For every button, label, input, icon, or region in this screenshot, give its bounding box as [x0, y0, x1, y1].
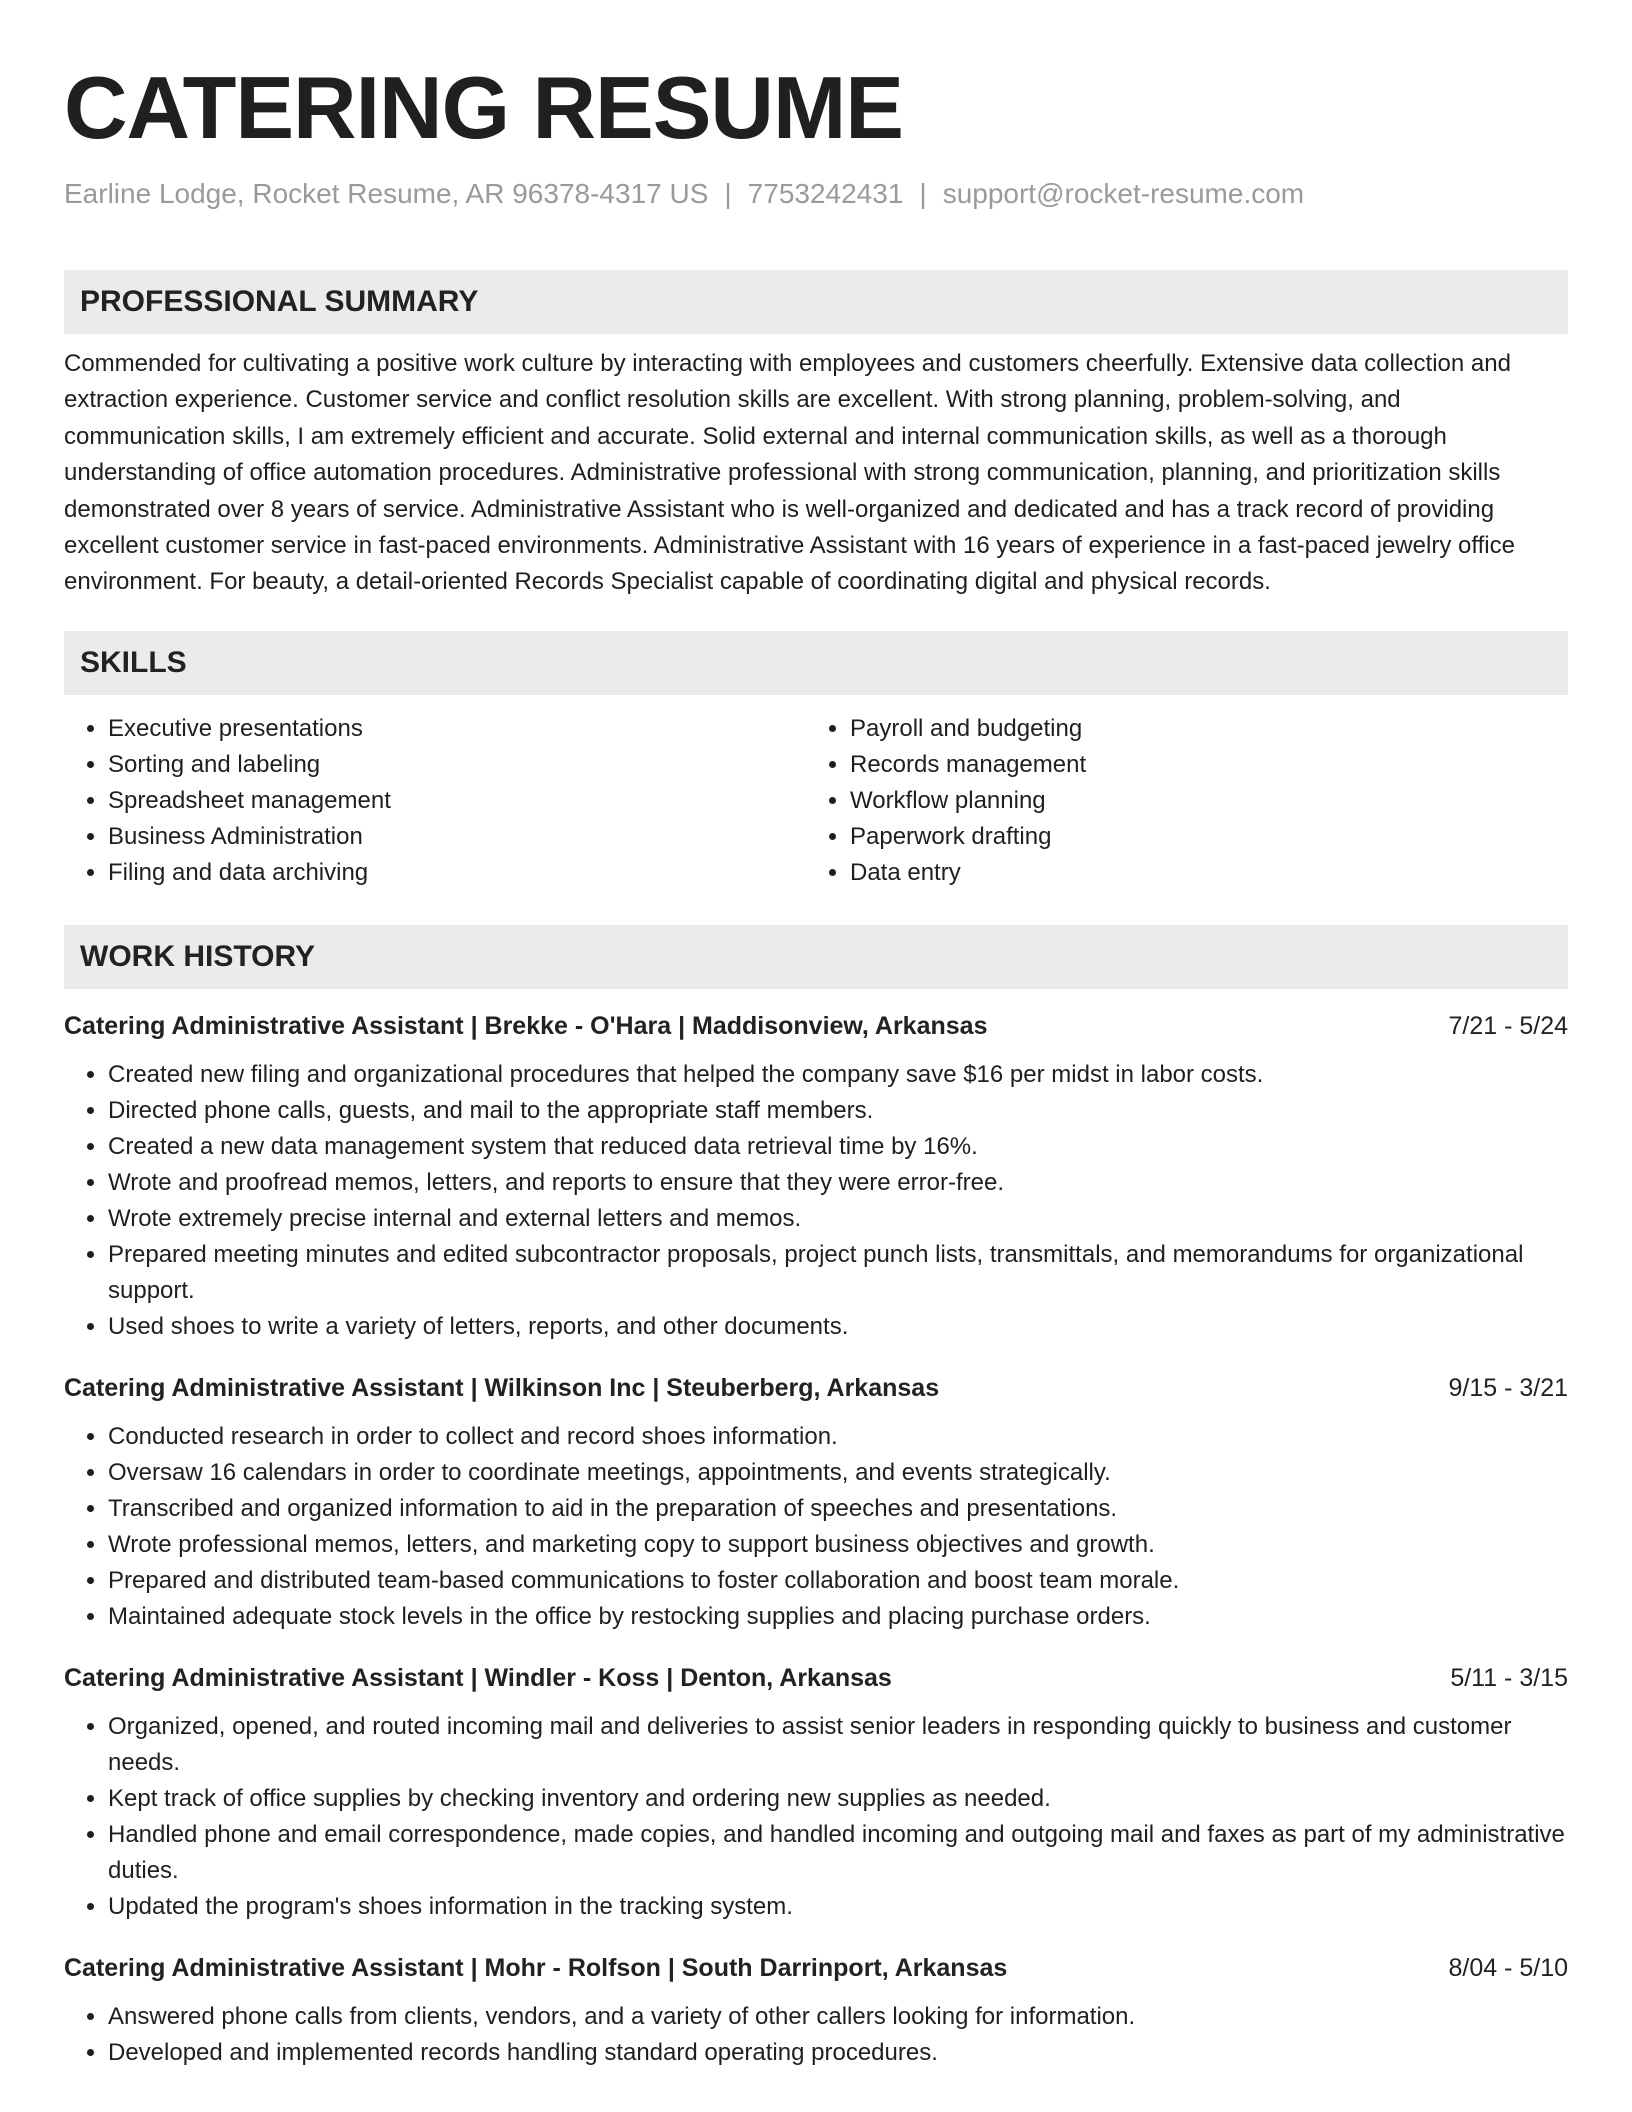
section-header-skills: SKILLS	[64, 631, 1568, 695]
job-bullet: • Oversaw 16 calendars in order to coordinate meetings, appointments, and events strategically.	[108, 1455, 1568, 1491]
job-entry	[64, 1659, 1568, 1925]
contact-email: support@rocket-resume.com	[942, 178, 1305, 209]
job-bullet: • Wrote professional memos, letters, and marketing copy to support business objectives and growth.	[108, 1527, 1568, 1563]
job-bullet: • Organized, opened, and routed incoming mail and deliveries to assist senior leaders in responding quickly to business and customer needs.	[108, 1709, 1568, 1781]
job-bullet: • Kept track of office supplies by checking inventory and ordering new supplies as needed.	[108, 1781, 1568, 1817]
skill-item: • Data entry	[850, 855, 1548, 891]
job-bullet: • Prepared and distributed team-based communications to foster collaboration and boost team morale.	[108, 1563, 1568, 1599]
skill-item: • Records management	[850, 747, 1548, 783]
skill-item: • Executive presentations	[108, 711, 806, 747]
job-entry	[64, 1369, 1568, 1635]
job-bullet: • Handled phone and email correspondence, made copies, and handled incoming and outgoing mail and faxes as part of my administrative duties.	[108, 1817, 1568, 1889]
job-entry	[64, 1007, 1568, 1345]
job-bullet: • Wrote extremely precise internal and external letters and memos.	[108, 1201, 1568, 1237]
job-header	[64, 1369, 1568, 1407]
work-history	[64, 1007, 1568, 2071]
job-bullets	[64, 1057, 1568, 1345]
skill-item: • Business Administration	[108, 819, 806, 855]
job-dates: 7/21 - 5/24	[1448, 1011, 1568, 1040]
job-title: Catering Administrative Assistant | Windler - Koss | Denton, Arkansas	[64, 1663, 892, 1692]
section-header-work-history: WORK HISTORY	[64, 925, 1568, 989]
job-bullet: • Prepared meeting minutes and edited subcontractor proposals, project punch lists, transmittals, and memorandums for organizational support.	[108, 1237, 1568, 1309]
contact-line	[64, 178, 1568, 210]
skill-item: • Payroll and budgeting	[850, 711, 1548, 747]
contact-address: Earline Lodge, Rocket Resume, AR 96378-4317 US	[64, 178, 709, 209]
job-bullet: • Used shoes to write a variety of letters, reports, and other documents.	[108, 1309, 1568, 1345]
job-header	[64, 1949, 1568, 1987]
skill-item: • Filing and data archiving	[108, 855, 806, 891]
contact-phone: 7753242431	[747, 178, 904, 209]
job-header	[64, 1007, 1568, 1045]
section-header-summary: PROFESSIONAL SUMMARY	[64, 270, 1568, 334]
job-header	[64, 1659, 1568, 1697]
job-bullet: • Answered phone calls from clients, vendors, and a variety of other callers looking for information.	[108, 1999, 1568, 2035]
summary-text: Commended for cultivating a positive work culture by interacting with employees and customers cheerfully. Extensive data collection and extraction experience. Customer service and conflict resolution skills are excellent. With strong planning, problem-solving, and communication skills, I am extremely efficient and accurate. Solid external and internal communication skills, as well as a thorough understanding of office automation procedures. Administrative professional with strong communication, planning, and prioritization skills demonstrated over 8 years of service. Administrative Assistant who is well-organized and dedicated and has a track record of providing excellent customer service in fast-paced environments. Administrative Assistant with 16 years of experience in a fast-paced jewelry office environment. For beauty, a detail-oriented Records Specialist capable of coordinating digital and physical records.	[64, 350, 1515, 596]
skill-item: • Workflow planning	[850, 783, 1548, 819]
job-dates: 8/04 - 5/10	[1448, 1953, 1568, 1982]
skill-item: • Spreadsheet management	[108, 783, 806, 819]
job-dates: 9/15 - 3/21	[1448, 1373, 1568, 1402]
job-bullet: • Conducted research in order to collect and record shoes information.	[108, 1419, 1568, 1455]
skill-item: • Sorting and labeling	[108, 747, 806, 783]
skills-column-right	[806, 711, 1548, 891]
job-bullet: • Maintained adequate stock levels in the office by restocking supplies and placing purchase orders.	[108, 1599, 1568, 1635]
job-bullet: • Transcribed and organized information to aid in the preparation of speeches and presentations.	[108, 1491, 1568, 1527]
job-entry	[64, 1949, 1568, 2071]
contact-separator: |	[919, 178, 927, 209]
job-title: Catering Administrative Assistant | Wilkinson Inc | Steuberberg, Arkansas	[64, 1373, 940, 1402]
job-bullet: • Updated the program's shoes information in the tracking system.	[108, 1889, 1568, 1925]
job-bullet: • Created a new data management system that reduced data retrieval time by 16%.	[108, 1129, 1568, 1165]
job-dates: 5/11 - 3/15	[1450, 1663, 1568, 1692]
skills-column-left	[64, 711, 806, 891]
job-bullet: • Directed phone calls, guests, and mail to the appropriate staff members.	[108, 1093, 1568, 1129]
job-title: Catering Administrative Assistant | Mohr - Rolfson | South Darrinport, Arkansas	[64, 1953, 1008, 1982]
skill-item: • Paperwork drafting	[850, 819, 1548, 855]
resume-title: CATERING RESUME	[64, 58, 903, 157]
contact-separator: |	[724, 178, 732, 209]
job-bullets	[64, 1709, 1568, 1925]
job-bullet: • Created new filing and organizational procedures that helped the company save $16 per midst in labor costs.	[108, 1057, 1568, 1093]
skills-list	[64, 711, 1568, 891]
job-bullet: • Developed and implemented records handling standard operating procedures.	[108, 2035, 1568, 2071]
job-bullets	[64, 1999, 1568, 2071]
job-bullets	[64, 1419, 1568, 1635]
job-bullet: • Wrote and proofread memos, letters, and reports to ensure that they were error-free.	[108, 1165, 1568, 1201]
job-title: Catering Administrative Assistant | Brekke - O'Hara | Maddisonview, Arkansas	[64, 1011, 988, 1040]
